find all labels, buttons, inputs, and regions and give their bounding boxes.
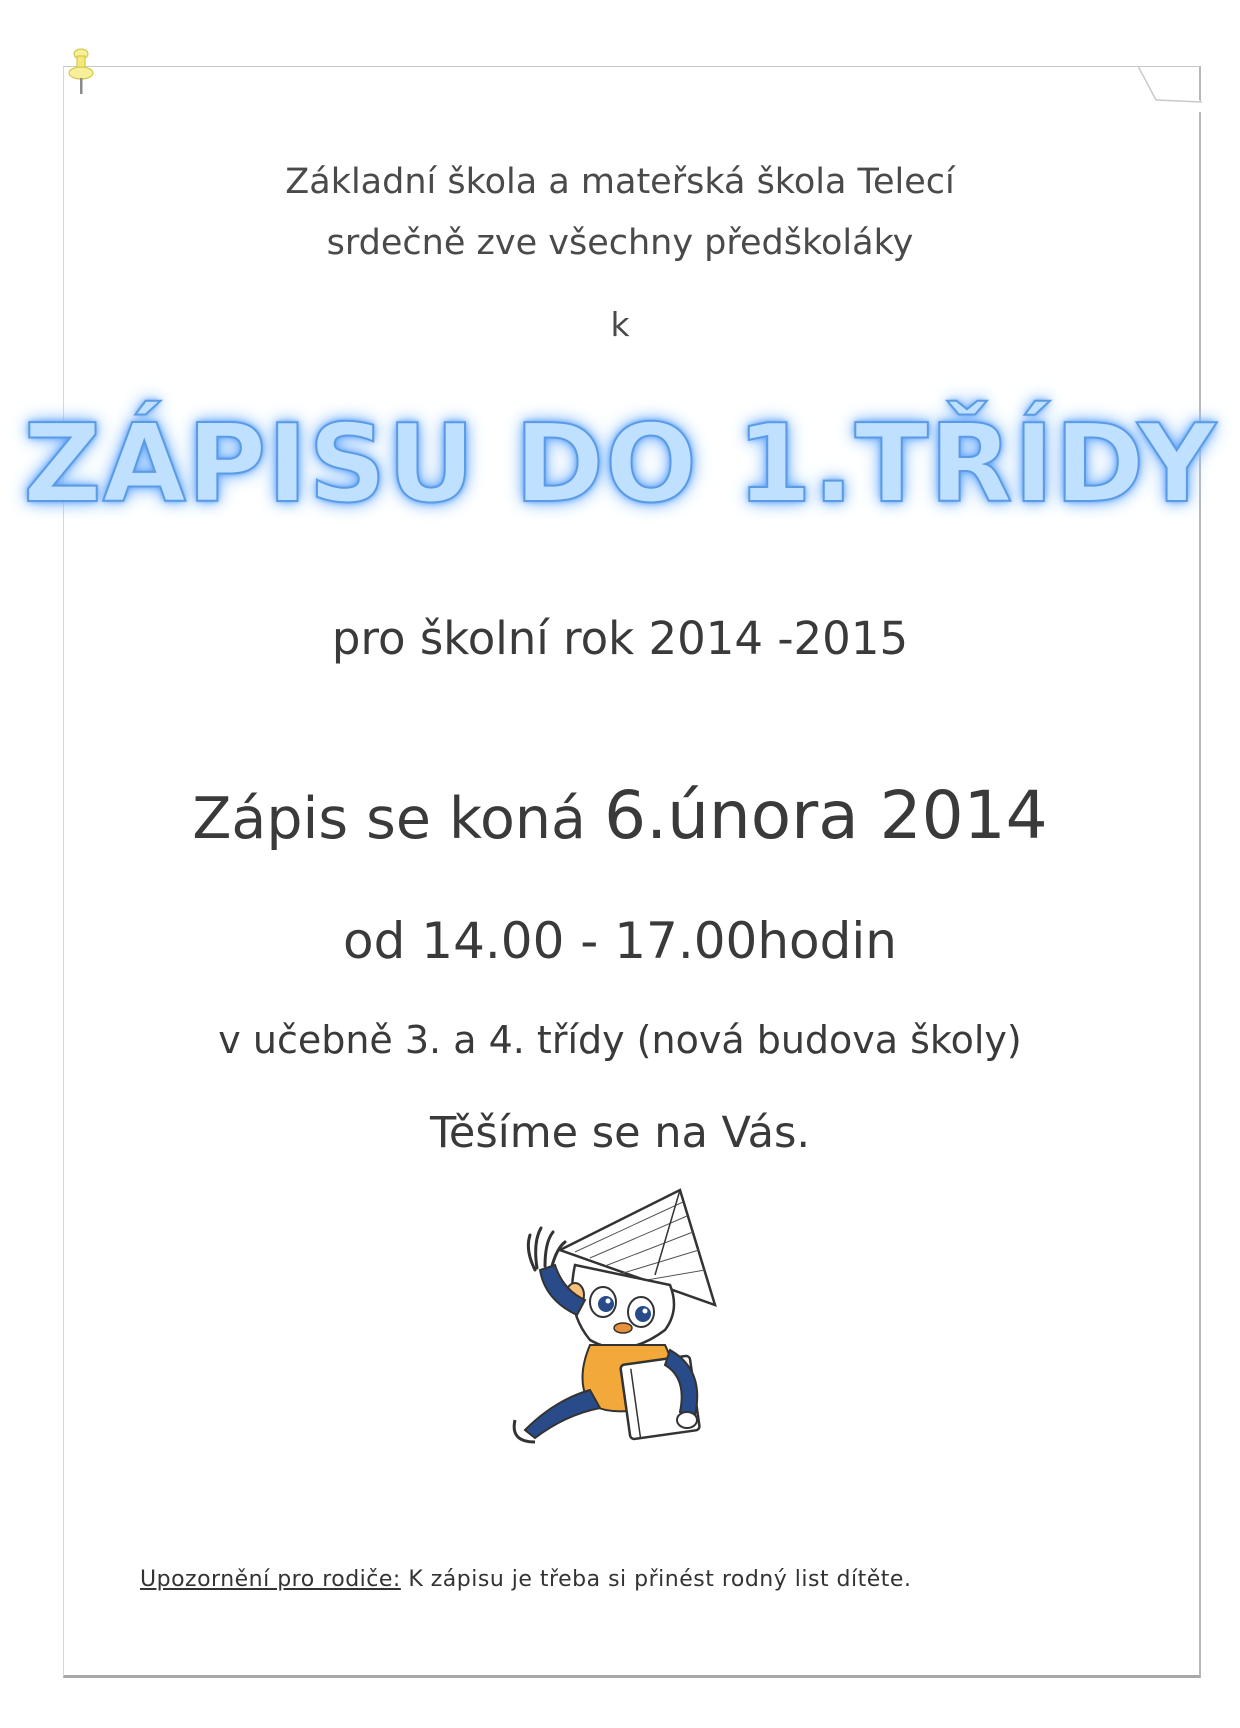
preposition-line: k [610, 305, 630, 344]
page-corner-fold [1138, 66, 1202, 112]
pushpin-icon [66, 46, 96, 104]
boy-with-paper-hat-illustration [505, 1180, 755, 1450]
notice-text: K zápisu je třeba si přinést rodný list dítěte. [400, 1567, 912, 1592]
main-title: ZÁPISU DO 1.TŘÍDY [23, 402, 1217, 527]
date-prefix: Zápis se koná [192, 786, 586, 852]
closing-greeting: Těšíme se na Vás. [429, 1108, 811, 1158]
enrollment-date-line [0, 777, 1240, 854]
location: v učebně 3. a 4. třídy (nová budova školy) [218, 1018, 1022, 1062]
time-range: od 14.00 - 17.00hodin [343, 912, 897, 970]
notice-label: Upozornění pro rodiče: [140, 1567, 401, 1592]
date-value: 6.února 2014 [604, 777, 1048, 854]
invitation-line: srdečně zve všechny předškoláky [326, 223, 914, 263]
parent-notice [140, 1567, 1140, 1592]
school-name: Základní škola a mateřská škola Telecí [285, 162, 955, 202]
school-year: pro školní rok 2014 -2015 [331, 612, 909, 665]
